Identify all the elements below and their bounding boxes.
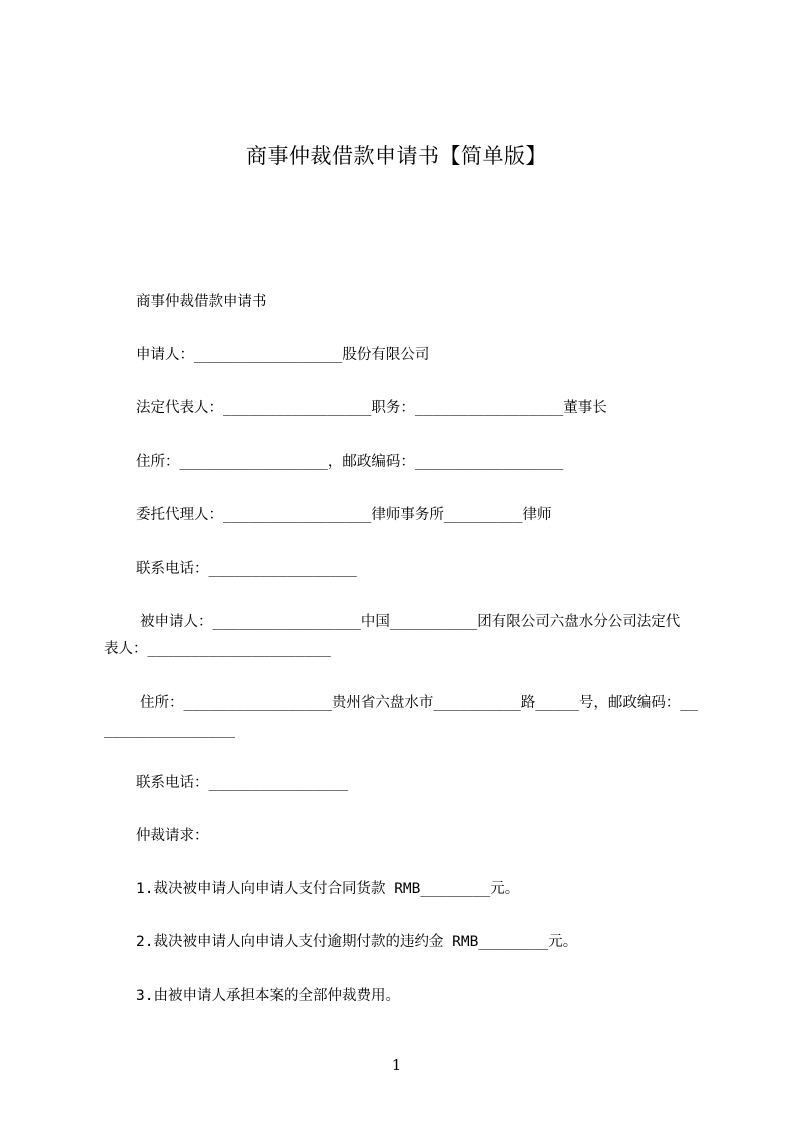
respondent-line-2: 表人：_____________________ [104,641,331,657]
legal-rep-line: 法定代表人：_________________职务：_________________董事长 [136,400,607,416]
document-title: 商事仲裁借款申请书【简单版】 [246,144,547,168]
applicant-line: 申请人：_________________股份有限公司 [136,347,430,363]
claim-item: 3.由被申请人承担本案的全部仲裁费用。 [136,988,400,1004]
respondent-phone-line: 联系电话：________________ [136,775,349,791]
claim-item: 1.裁决被申请人向申请人支付合同货款 RMB________元。 [136,881,520,897]
agent-line: 委托代理人：_________________律师事务所_________律师 [136,507,552,523]
claims-heading: 仲裁请求： [136,828,209,844]
page-number: 1 [391,1056,402,1074]
claim-item: 2.裁决被申请人向申请人支付逾期付款的违约金 RMB________元。 [136,934,578,950]
respondent-address-line-1: 住所：_________________贵州省六盘水市__________路_____号，邮政编码：__ [140,695,698,711]
document-heading: 商事仲裁借款申请书 [136,294,267,310]
respondent-line-1: 被申请人：_________________中国__________团有限公司六盘水分公司法定代 [140,614,681,630]
phone-line: 联系电话：_________________ [136,561,357,577]
respondent-address-line-2: _______________ [104,722,235,738]
address-line: 住所：_________________，邮政编码：_________________ [136,454,564,470]
